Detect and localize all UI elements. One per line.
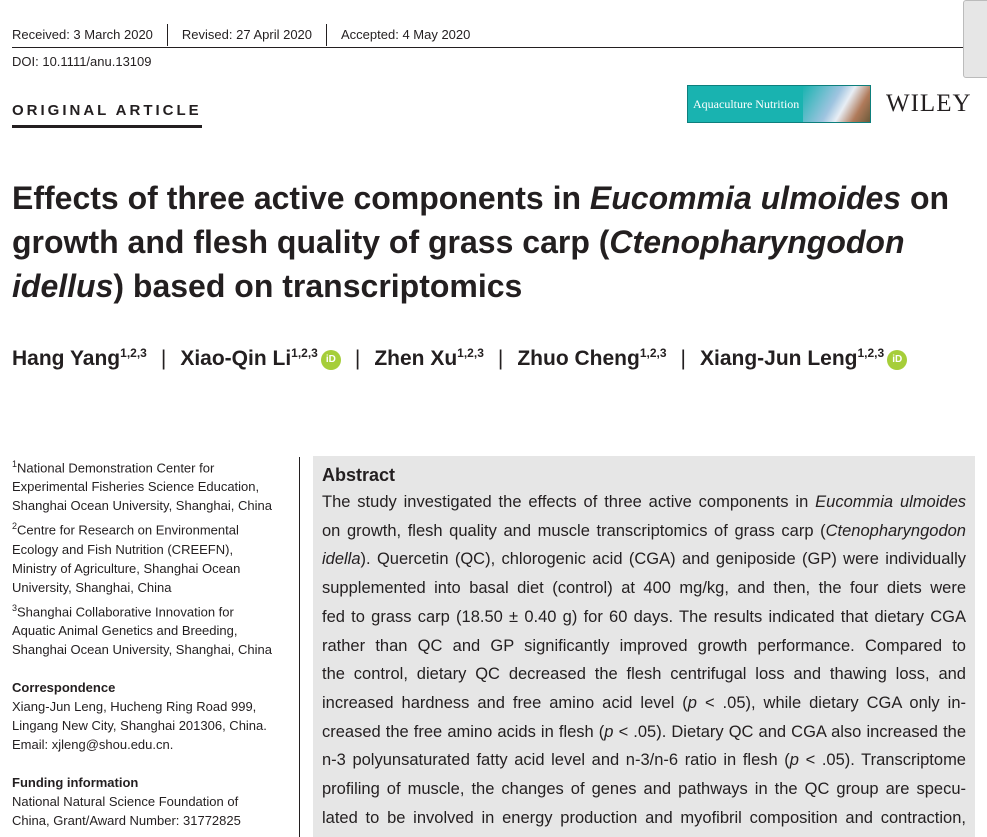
affiliation-line xyxy=(12,496,297,515)
affiliation-line xyxy=(12,640,297,659)
author[interactable] xyxy=(180,347,341,370)
article-dates xyxy=(12,24,484,46)
crossmark-button[interactable] xyxy=(963,0,987,78)
author-separator: | xyxy=(160,347,167,370)
text-segment: on xyxy=(901,180,950,216)
affiliation-text: Ministry of Agriculture, Shanghai Ocean xyxy=(12,560,241,576)
author-name: Xiao-Qin Li xyxy=(180,347,292,370)
correspondence-line: Xiang-Jun Leng, Hucheng Ring Road 999, xyxy=(12,698,257,714)
text-segment: < .05), while dietary CGA only in- xyxy=(696,693,966,712)
author-separator: | xyxy=(354,347,361,370)
affiliation-text: National Demonstration Center for xyxy=(17,460,215,476)
orcid-icon[interactable]: iD xyxy=(321,350,341,370)
affiliation-text: Shanghai Ocean University, Shanghai, China xyxy=(12,498,272,514)
abstract-box xyxy=(313,456,975,837)
doi[interactable]: DOI: 10.1111/anu.13109 xyxy=(12,54,152,69)
author-affiliation: 1,2,3 xyxy=(857,346,885,360)
italic-text: p xyxy=(789,751,799,770)
author-list xyxy=(12,346,907,371)
abstract-line xyxy=(322,545,966,574)
affiliation-line xyxy=(12,455,297,477)
abstract-line xyxy=(322,488,966,517)
abstract-line xyxy=(322,574,966,603)
author-affiliation: 1,2,3 xyxy=(639,346,667,360)
italic-text: idellus xyxy=(12,268,114,304)
abstract-line xyxy=(322,804,966,833)
text-segment: < .05). Transcriptome xyxy=(798,751,966,770)
revised-date: Revised: 27 April 2020 xyxy=(167,24,326,46)
abstract-line xyxy=(322,603,966,632)
author-name: Zhuo Cheng xyxy=(517,347,640,370)
affiliation-line xyxy=(12,540,297,559)
author-affiliation: 1,2,3 xyxy=(120,346,147,360)
fish-image xyxy=(803,86,870,122)
affiliation-line xyxy=(12,517,297,539)
affiliation-text: Aquatic Animal Genetics and Breeding, xyxy=(12,622,238,638)
text-segment: The study investigated the effects of three active components in xyxy=(322,493,816,511)
text-segment: rather than QC and GP significantly improved growth performance. Compared to xyxy=(322,636,966,655)
affiliation xyxy=(12,599,297,659)
header-divider xyxy=(12,47,987,48)
text-segment: creased the free amino acids in flesh ( xyxy=(322,722,605,741)
text-segment: ). Quercetin (QC), chlorogenic acid (CGA) and geniposide (GP) were individually xyxy=(360,550,966,569)
correspondence-line: Lingang New City, Shanghai 201306, China. xyxy=(12,717,267,733)
abstract-line xyxy=(322,746,966,775)
abstract-line xyxy=(322,689,966,718)
funding-line: China, Grant/Award Number: 31772825 xyxy=(12,812,241,828)
text-segment: increased hardness and free amino acid level ( xyxy=(322,693,688,712)
abstract-line xyxy=(322,660,966,689)
author-separator: | xyxy=(680,347,686,370)
italic-text: Ctenopharyngodon xyxy=(609,224,905,260)
correspondence-heading: Correspondence xyxy=(12,679,116,695)
author-name: Zhen Xu xyxy=(374,347,458,370)
author-name: Hang Yang xyxy=(12,347,121,370)
abstract-line xyxy=(322,718,966,747)
text-segment: lated to be involved in energy production and myofibril composition and contraction, xyxy=(322,808,966,827)
title-line xyxy=(12,264,972,308)
affiliation-line xyxy=(12,621,297,640)
author-name: Xiang-Jun Leng xyxy=(700,347,858,370)
text-segment: growth and flesh quality of grass carp ( xyxy=(12,224,610,260)
article-info-column xyxy=(12,455,297,830)
text-segment: < .05). Dietary QC and CGA also increased the xyxy=(613,722,967,741)
column-divider xyxy=(299,457,300,837)
affiliation-text: Centre for Research on Environmental xyxy=(17,522,239,538)
received-date: Received: 3 March 2020 xyxy=(12,27,153,42)
italic-text: idella xyxy=(322,550,361,569)
affiliation xyxy=(12,455,297,515)
abstract-heading: Abstract xyxy=(322,465,396,485)
text-segment: profiling of muscle, the changes of genes and pathways in the QC group are specu- xyxy=(322,780,966,799)
abstract-line xyxy=(322,632,966,661)
text-segment: n-3 polyunsaturated fatty acid level and n-3/n-6 ratio in flesh ( xyxy=(322,751,790,770)
text-segment: on growth, flesh quality and muscle transcriptomics of grass carp ( xyxy=(322,521,826,540)
title-line xyxy=(12,176,972,220)
abstract-line xyxy=(322,775,966,804)
affiliation-text: Shanghai Collaborative Innovation for xyxy=(17,603,234,619)
author[interactable] xyxy=(700,347,907,370)
italic-text: Eucommia ulmoides xyxy=(815,493,967,511)
italic-text: p xyxy=(604,722,614,741)
author-affiliation: 1,2,3 xyxy=(457,346,484,360)
article-type: ORIGINAL ARTICLE xyxy=(12,102,202,128)
funding-line: National Natural Science Foundation of xyxy=(12,793,239,809)
author-separator: | xyxy=(497,347,504,370)
orcid-icon[interactable]: iD xyxy=(887,350,907,370)
italic-text: Ctenopharyngodon xyxy=(825,521,966,540)
journal-name: Aquaculture Nutrition xyxy=(693,96,800,111)
accepted-date: Accepted: 4 May 2020 xyxy=(326,24,484,46)
text-segment: the control, dietary QC decreased the flesh centrifugal loss and thawing loss, and xyxy=(322,665,966,684)
affiliation-text: Experimental Fisheries Science Education, xyxy=(12,479,260,495)
correspondence-line[interactable]: Email: xjleng@shou.edu.cn. xyxy=(12,736,174,752)
affiliation-number: 3 xyxy=(12,602,18,613)
article-title xyxy=(12,176,972,308)
text-segment: ) based on transcriptomics xyxy=(113,268,523,304)
author-affiliation: 1,2,3 xyxy=(291,346,318,360)
affiliation-line xyxy=(12,559,297,578)
affiliation-number: 2 xyxy=(12,521,18,532)
abstract-line xyxy=(322,517,966,546)
italic-text: Eucommia ulmoides xyxy=(589,180,902,216)
affiliation-line xyxy=(12,599,297,621)
affiliation-text: Ecology and Fish Nutrition (CREEFN), xyxy=(12,541,234,557)
journal-logo[interactable] xyxy=(687,85,871,123)
affiliation-number: 1 xyxy=(12,459,18,469)
author[interactable] xyxy=(374,347,484,370)
funding-section xyxy=(12,773,297,830)
title-line xyxy=(12,220,972,264)
affiliation-text: University, Shanghai, China xyxy=(12,579,172,595)
author[interactable] xyxy=(517,347,666,370)
affiliation-line xyxy=(12,477,297,496)
italic-text: p xyxy=(687,693,697,712)
text-segment: Effects of three active components in xyxy=(12,180,590,216)
text-segment: fed to grass carp (18.50 ± 0.40 g) for 60 days. The results indicated that dietary CGA xyxy=(322,607,966,626)
correspondence-section xyxy=(12,678,297,754)
publisher-logo[interactable]: WILEY xyxy=(886,90,972,117)
text-segment: supplemented into basal diet (control) at 400 mg/kg, and then, the four diets were xyxy=(322,579,966,598)
affiliation xyxy=(12,517,297,596)
author[interactable] xyxy=(12,347,147,370)
funding-heading: Funding information xyxy=(12,774,139,790)
affiliation-line xyxy=(12,578,297,597)
affiliation-text: Shanghai Ocean University, Shanghai, China xyxy=(12,641,272,657)
